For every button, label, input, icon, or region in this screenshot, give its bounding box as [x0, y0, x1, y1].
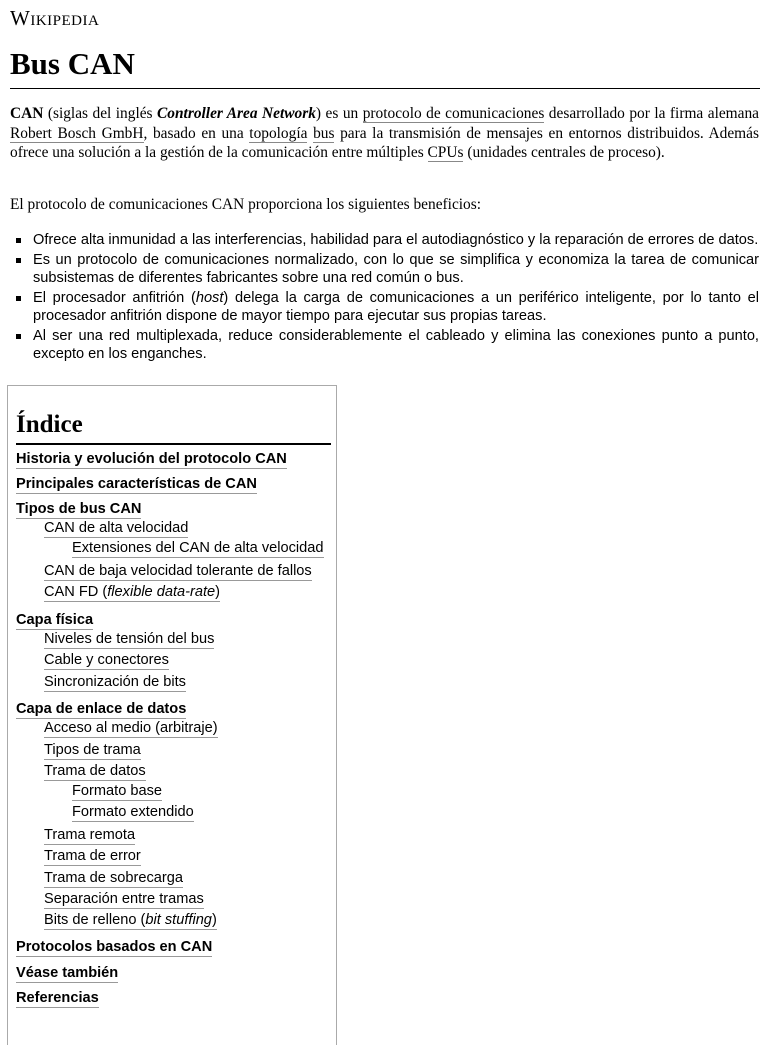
toc-link-referencias[interactable]: Referencias [16, 990, 99, 1006]
link-topologia[interactable]: topología [249, 124, 308, 142]
link-cpus[interactable]: CPUs [427, 144, 464, 161]
benefit-item [10, 289, 759, 325]
intro-text: (unidades centrales de proceso). [463, 144, 665, 161]
intro-paragraph [10, 104, 759, 163]
benefit-item: Es un protocolo de comunicaciones normalizado, con lo que se simplifica y economiza la tarea de comunicar subsistemas de diferentes fabricantes sobre una red común o bus. [10, 251, 759, 287]
intro-text: para la transmisión de mensajes en entornos distribuidos. Además ofrece una solución a la gestión de la comunicación entre múltiples [10, 124, 759, 161]
intro-text: ) es un [315, 105, 363, 122]
toc-emphasis: flexible data-rate [107, 584, 216, 600]
toc-link-sincronizacion[interactable]: Sincronización de bits [44, 674, 186, 690]
toc-link-extensiones[interactable]: Extensiones del CAN de alta velocidad [72, 540, 324, 556]
toc-link-acceso[interactable]: Acceso al medio (arbitraje) [44, 720, 218, 736]
toc-link-formato-base[interactable]: Formato base [72, 783, 163, 799]
title-divider [10, 88, 760, 89]
toc-link-vease[interactable]: Véase también [16, 965, 119, 981]
benefits-list [10, 231, 759, 365]
toc-link-baja-velocidad[interactable]: CAN de baja velocidad tolerante de fallos [44, 563, 312, 579]
toc-link-can-fd[interactable] [44, 583, 220, 602]
benefit-text: ) delega la carga de comunicaciones a un periférico inteligente, por lo tanto el procesador anfitrión dispone de mayor tiempo para ejecutar sus propias tareas. [33, 290, 759, 324]
wikipedia-wordmark[interactable]: Wikipedia [10, 6, 100, 30]
link-protocolo-comunicaciones[interactable]: protocolo de comunicaciones [362, 105, 545, 122]
toc-text: CAN FD ( [44, 584, 108, 600]
benefit-text: El procesador anfitrión ( [33, 290, 196, 306]
toc-link-formato-extendido[interactable]: Formato extendido [72, 804, 194, 820]
intro-text: desarrollado por la firma alemana [544, 105, 760, 122]
toc-link-trama-error[interactable]: Trama de error [44, 848, 141, 864]
toc-link-historia[interactable]: Historia y evolución del protocolo CAN [16, 451, 287, 467]
toc-link-bits-relleno[interactable] [44, 911, 217, 930]
toc-link-trama-datos[interactable]: Trama de datos [44, 763, 146, 779]
intro-expansion: Controller Area Network [157, 105, 316, 122]
toc-link-alta-velocidad[interactable]: CAN de alta velocidad [44, 520, 189, 536]
link-robert-bosch[interactable]: Robert Bosch GmbH [10, 124, 144, 142]
toc-text: Bits de relleno ( [44, 912, 146, 928]
toc-link-tipos-bus[interactable]: Tipos de bus CAN [16, 501, 142, 517]
benefit-emphasis: host [195, 290, 224, 306]
page-title: Bus CAN [10, 46, 135, 81]
toc-title: Índice [16, 410, 331, 445]
benefits-lead: El protocolo de comunicaciones CAN proporciona los siguientes beneficios: [10, 196, 482, 213]
toc-link-separacion[interactable]: Separación entre tramas [44, 891, 204, 907]
toc-link-capa-fisica[interactable]: Capa física [16, 612, 94, 628]
toc-link-enlace[interactable]: Capa de enlace de datos [16, 701, 187, 717]
toc-link-niveles[interactable]: Niveles de tensión del bus [44, 631, 215, 647]
toc-emphasis: bit stuffing [145, 912, 212, 928]
toc-link-tipos-trama[interactable]: Tipos de trama [44, 742, 141, 758]
table-of-contents [7, 385, 337, 1045]
benefit-item: Ofrece alta inmunidad a las interferencias, habilidad para el autodiagnóstico y la reparación de errores de datos. [10, 231, 759, 249]
toc-link-trama-sobrecarga[interactable]: Trama de sobrecarga [44, 870, 183, 886]
intro-text: (siglas del inglés [43, 105, 158, 122]
toc-link-caracteristicas[interactable]: Principales características de CAN [16, 476, 257, 492]
toc-link-cable[interactable]: Cable y conectores [44, 652, 169, 668]
toc-link-trama-remota[interactable]: Trama remota [44, 827, 136, 843]
toc-text: ) [215, 584, 221, 600]
toc-link-protocolos[interactable]: Protocolos basados en CAN [16, 939, 213, 955]
intro-term: CAN [10, 105, 44, 122]
intro-text: , basado en una [143, 124, 250, 142]
link-bus[interactable]: bus [313, 124, 335, 142]
toc-text: ) [211, 912, 217, 928]
benefit-item: Al ser una red multiplexada, reduce considerablemente el cableado y elimina las conexiones punto a punto, excepto en los enganches. [10, 327, 759, 363]
